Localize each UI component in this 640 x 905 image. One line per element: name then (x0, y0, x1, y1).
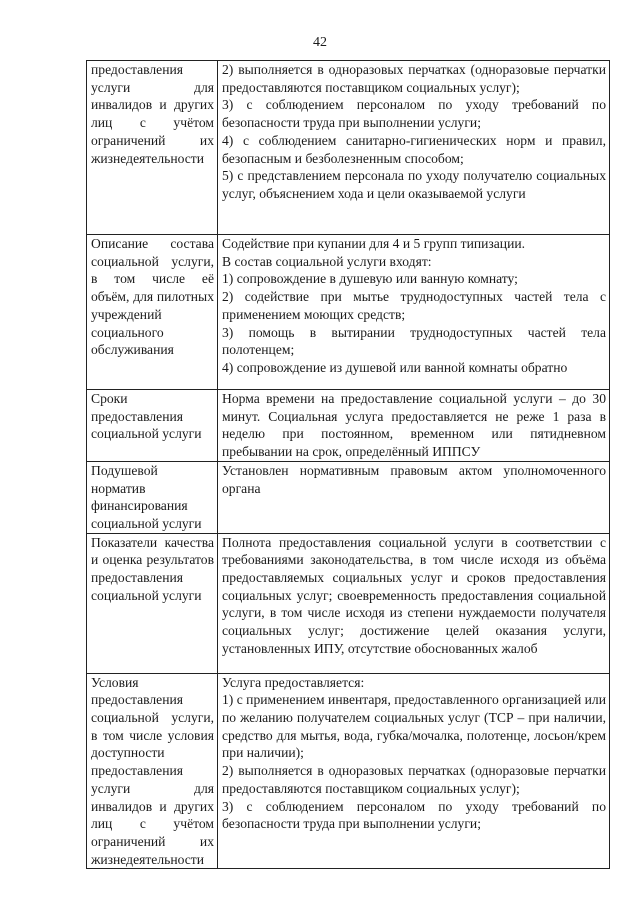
row-label: предоставления услуги для инвалидов и других лиц с учётом ограничений их жизнедеятельности (87, 61, 218, 235)
content-paragraph: 3) помощь в вытирании труднодоступных частей тела полотенцем; (222, 324, 606, 358)
content-paragraph: Установлен нормативным правовым актом уполномоченного органа (222, 462, 606, 496)
content-paragraph: 1) с применением инвентаря, предоставленного организацией или по желанию получателем социальных услуг (ТСР – при наличии, средство для мытья, вода, губка/мочалка, полотенце, лосьон/крем при наличии); (222, 692, 606, 761)
row-content (218, 673, 610, 869)
row-label: Показатели качества и оценка результатов предоставления социальной услуги (87, 533, 218, 673)
row-label: Описание состава социальной услуги, в том числе её объём, для пилотных учреждений социального обслуживания (87, 235, 218, 390)
row-label: Сроки предоставления социальной услуги (87, 390, 218, 462)
content-paragraph: 4) сопровождение из душевой или ванной комнаты обратно (222, 359, 568, 375)
content-paragraph: В состав социальной услуги входят: (222, 253, 432, 269)
content-paragraph: Полнота предоставления социальной услуги в соответствии с требованиями законодательства, в том числе исходя из объёма предоставляемых социальных услуг и сроков предоставления социальных услуг; своевременность предоставления социальной услуги, в том числе исходя из степени нуждаемости получателя социальных услуг; достижение целей оказания услуги, установленных ИПУ, отсутствие обоснованных жалоб (222, 534, 606, 656)
content-paragraph: 4) с соблюдением санитарно-гигиенических норм и правил, безопасным и безболезненным способом; (222, 132, 606, 166)
content-paragraph: 5) с представлением персонала по уходу получателю социальных услуг, объяснением хода и цели оказываемой услуги (222, 168, 606, 201)
content-paragraph: 2) выполняется в одноразовых перчатках (одноразовые перчатки предоставляются поставщиком социальных услуг); (222, 763, 606, 796)
content-paragraph: Норма времени на предоставление социальной услуги – до 30 минут. Социальная услуга предоставляется не реже 1 раза в неделю при постоянном, временном или пятидневном пребывании на срок, определённый ИППСУ (222, 391, 606, 460)
row-label: Условия предоставления социальной услуги, в том числе условия доступности предоставления услуги для инвалидов и других лиц с учётом ограничений их жизнедеятельности (87, 673, 218, 869)
table-row (87, 533, 610, 673)
row-content (218, 390, 610, 462)
content-paragraph: 1) сопровождение в душевую или ванную комнату; (222, 271, 518, 287)
service-description-table (86, 60, 610, 869)
content-paragraph: 2) содействие при мытье труднодоступных частей тела с применением моющих средств; (222, 289, 606, 322)
row-content (218, 533, 610, 673)
row-content (218, 235, 610, 390)
row-label: Подушевой норматив финансирования социальной услуги (87, 461, 218, 533)
page-number: 42 (313, 35, 327, 50)
content-paragraph: Содействие при купании для 4 и 5 групп типизации. (222, 236, 526, 251)
row-content (218, 61, 610, 235)
table-row (87, 235, 610, 390)
table-row (87, 673, 610, 869)
content-paragraph: Услуга предоставляется: (222, 674, 365, 690)
row-content (218, 461, 610, 533)
content-paragraph: 3) с соблюдением персоналом по уходу требований по безопасности труда при выполнении услуги; (222, 97, 606, 131)
table-row (87, 61, 610, 235)
table-row (87, 390, 610, 462)
content-paragraph: 3) с соблюдением персоналом по уходу требований по безопасности труда при выполнении услуги; (222, 798, 606, 832)
content-paragraph: 2) выполняется в одноразовых перчатках (одноразовые перчатки предоставляются поставщиком социальных услуг); (222, 62, 606, 95)
table-row (87, 461, 610, 533)
